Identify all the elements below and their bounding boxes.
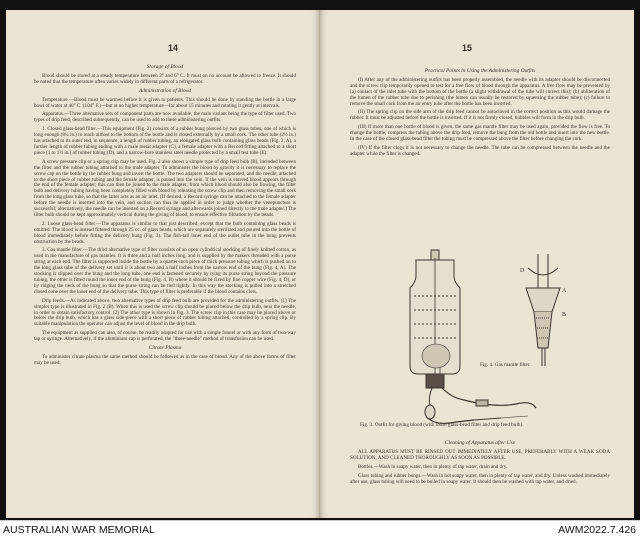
fig4-caption: Fig. 4. Gas mantle filter. [480,362,531,368]
fig3-caption: Fig. 3. Outfit for giving blood (with loose glass-bead filter and drip feed bulb). [360,422,524,428]
right-page [320,10,634,518]
cleaning-intro: ALL APPARATUS MUST BE RINSED OUT IMMEDIATELY AFTER USE, PREFERABLY WITH A WEAK SODA SOLUTION, AND CLEANED THOROUGHLY AS SOON AS POSSIBLE. [350,448,610,461]
svg-text:D: D [520,268,525,274]
blood-bottle-drawing [410,250,536,423]
archive-footer [0,520,640,540]
right-page-text [350,66,610,244]
transfusion-outfit-illustration [356,248,606,428]
svg-text:A: A [562,288,567,294]
admin-heading: Administration of Blood [138,87,192,94]
gas-mantle-paragraph: 3. Gas mantle filter.—The third alternative type of filter consists of an open cylindrical stocking of finely knitted cotton, as used in the manufacture of gas mantles. It is three and a half inches long, and is supplied by the makers threaded with a purse string at each end. The filter is supported inside the bottle by a quarter-inch piece of thick pressure tubing which is pushed on to the long glass tube of the delivery set until it is about two and a half inches from the narrow end of the bung (Fig. 4, A). The stocking is slipped over the bung and the long tube, one end is fastened securely by tying its purse string beyond the pressure tubing, the other is fitted round the inner end of the bung (Fig. 4, B) where it should be fixed by fine copper wire (Fig. 4, D), or by ridging the neck of the bung so that the purse string can be tied tightly. In this way the stocking is pulled into a stretched closed cone over the inner end of the delivery tube. This type of filter is preferable if the blood contains clots. [34,247,296,295]
citrate-heading: Citrate Plasma [148,345,182,352]
left-page-text [34,62,296,492]
cleaning-heading: Cleaning of Apparatus after Use [444,440,516,446]
point-1: (I) After any of the administering outfits has been properly assembled, the needle with its adapter should be disconnected and the screw clip temporarily opened to test for a free flow of blood through the apparatus. A free flow may be prevented by (a) contact of the inlet tube with the bottom of the bottle (a slight withdrawal of the tube will correct this); (b) obliteration of the lumen of the rubber tube due to perishing (the lumen can usually be restored by squeezing the rubber tube); (c) failure to remove the small cork from the air entry tube after the bottle has been inverted. [350,76,610,107]
cleaning-section [350,438,610,488]
glass-tubing-paragraph: Glass tubing and rubber bungs.—Wash in hot soapy water, then in plenty of tap water, and dry. Unless washed immediately after use, glass tubing will need to be boiled in soapy water. It should then be washed with tap water, and dried. [350,472,610,485]
screw-clip-paragraph: A screw pressure clip or a spring clip may be used. Fig. 2 also shows a simple type of drip feed bulb (B), included between the filter and the rubber tubing attached to the male adapter. To administer the blood by gravity it is necessary to replace the screw cap on the bottle by the rubber bung and invert the bottle. The two adapters should be separated, and the needle, attached to the short piece of rubber tubing and the female adapter, is passed into the vein. If the vein is entered blood appears through the end of the female adapter; this can then be joined to the male adapter, from which blood should also be flowing, the filter bulb and delivery tubing having been completely filled with blood by releasing the screw clip and then removing the small cork from the long glass tube, so that the latter acts as an air inlet. (If desired, a Record syringe can be attached to the female adapter before the needle is inserted into the vein, and suction can thus be applied in order to judge whether the venepuncture is successful; alternatively, the needle can be inserted on a Record syringe and afterwards joined directly to the male adapter.) The filter bulb should be kept approximately vertical during the giving of blood, to ensure effective filtration by the beads. [34,158,296,218]
practical-heading: Practical Points in Using the Administering Outfits [424,68,536,74]
storage-heading: Storage of Blood [146,64,184,70]
point-4: (IV) If the filter clogs it is not necessary to change the needle. The tube can be compressed between the needle and the adapter while the filter is changed. [350,144,610,157]
page-number: 15 [462,43,473,53]
page-number: 14 [168,43,179,53]
temperature-paragraph: Temperature.—Blood must be warmed before it is given to patients. This should be done by standing the bottle in a large bowl of water at 40° C. (104° F.)—but at no higher temperature—for about 15 minutes and rotating it gently at intervals. [34,96,296,109]
closed-filter-paragraph: 1. Closed glass-bead filter.—This equipment (Fig. 2) consists of a rubber bung pierced by two glass tubes, one of which is long enough (8¼ in.) to reach almost to the bottom of the bottle and is closed externally by a small cork. The other tube (2½ in.) has attached to its outer end, in sequence, a length of rubber tubing, an elongated glass bulb containing glass beads (Fig. 2, A), a further length of rubber tubing ending with a male metal adapter (C), a female adapter with a Record fitting attached to a short piece (1 to 1½ in.) of rubber tubing (D), and a narrow-bore stainless steel needle protected by a small test tube (E). [34,126,296,156]
gas-mantle-filter-drawing [520,254,567,366]
loose-filter-paragraph: 2. Loose glass-bead filter.—The apparatus is similar to that just described, except that the bulb containing glass beads is omitted. The blood is instead filtered through 25 cc. of glass beads, which are separately sterilized and poured into the bottle of blood immediately before fitting the delivery bung (Fig. 3). The fish-tail inner end of the outlet tube in the bung prevents obstruction by the beads. [34,220,296,245]
apparatus-paragraph: Apparatus.—Three alternative sets of component parts are now available, the main variant being the type of filter used. Two types of drip feed, described subsequently, can be used to add to these administering outfits. [34,111,296,124]
drip-feeds-paragraph: Drip feeds.—As indicated above, two alternative types of drip feed bulb are provided for the administering outfits. (1) The simpler type is illustrated in Fig. 2 (B). When this is used the screw clip should be placed below the drip bulb, near the needle, in order to obtain satisfactory control. (2) The other type is shown in Fig. 3. The screw clip in this case may be placed above or below the drip bulb, which has a glass side-piece with a short piece of rubber tubing attached, controlled by a spring clip. By suitable manipulation the operator can adjust the level of blood in the drip bulb. [34,297,296,328]
item-identifier: AWM2022.7.426 [558,524,636,536]
svg-text:B: B [562,312,567,318]
equipment-paragraph: The equipment as supplied can also, of course, be readily adapted for use with a simple funnel or with any form of two-way tap or syringe. Alternatively, if the aluminium cap is perforated, the "three-needle" method of transfusion can be used. [34,330,296,343]
citrate-paragraph: To administer citrate plasma the same method should be followed as in the case of blood. Any of the above forms of filter may be used. [34,353,296,366]
bottles-paragraph: Bottles.—Wash in soapy water, then in plenty of tap water, drain and dry. [358,463,508,470]
point-3: (III) If more than one bottle of blood is given, the same gas mantle filter may be used again, provided the flow is free. To change the bottle, compress the tubing above the drip feed, remove the bung from the old bottle and insert into the new bottle. In the case of the closed glass-bead filter the tubing must be compressed above the filter before changing the cork. [350,124,610,143]
point-2: (II) The spring clip on the side arm of the drip feed cannot be autoclaved in the correct position as this would damage the rubber. It must be adjusted before the bottle is inverted. If it is not firmly closed, bubbles will form in the drip bulb. [350,109,610,122]
storage-paragraph: Blood should be stored at a steady temperature between 2° and 6° C. It must on no account be allowed to freeze. It should be noted that the temperature often varies widely in different parts of a refrigerator. [34,72,296,85]
institution-label: AUSTRALIAN WAR MEMORIAL [3,524,155,536]
left-page [6,10,320,518]
